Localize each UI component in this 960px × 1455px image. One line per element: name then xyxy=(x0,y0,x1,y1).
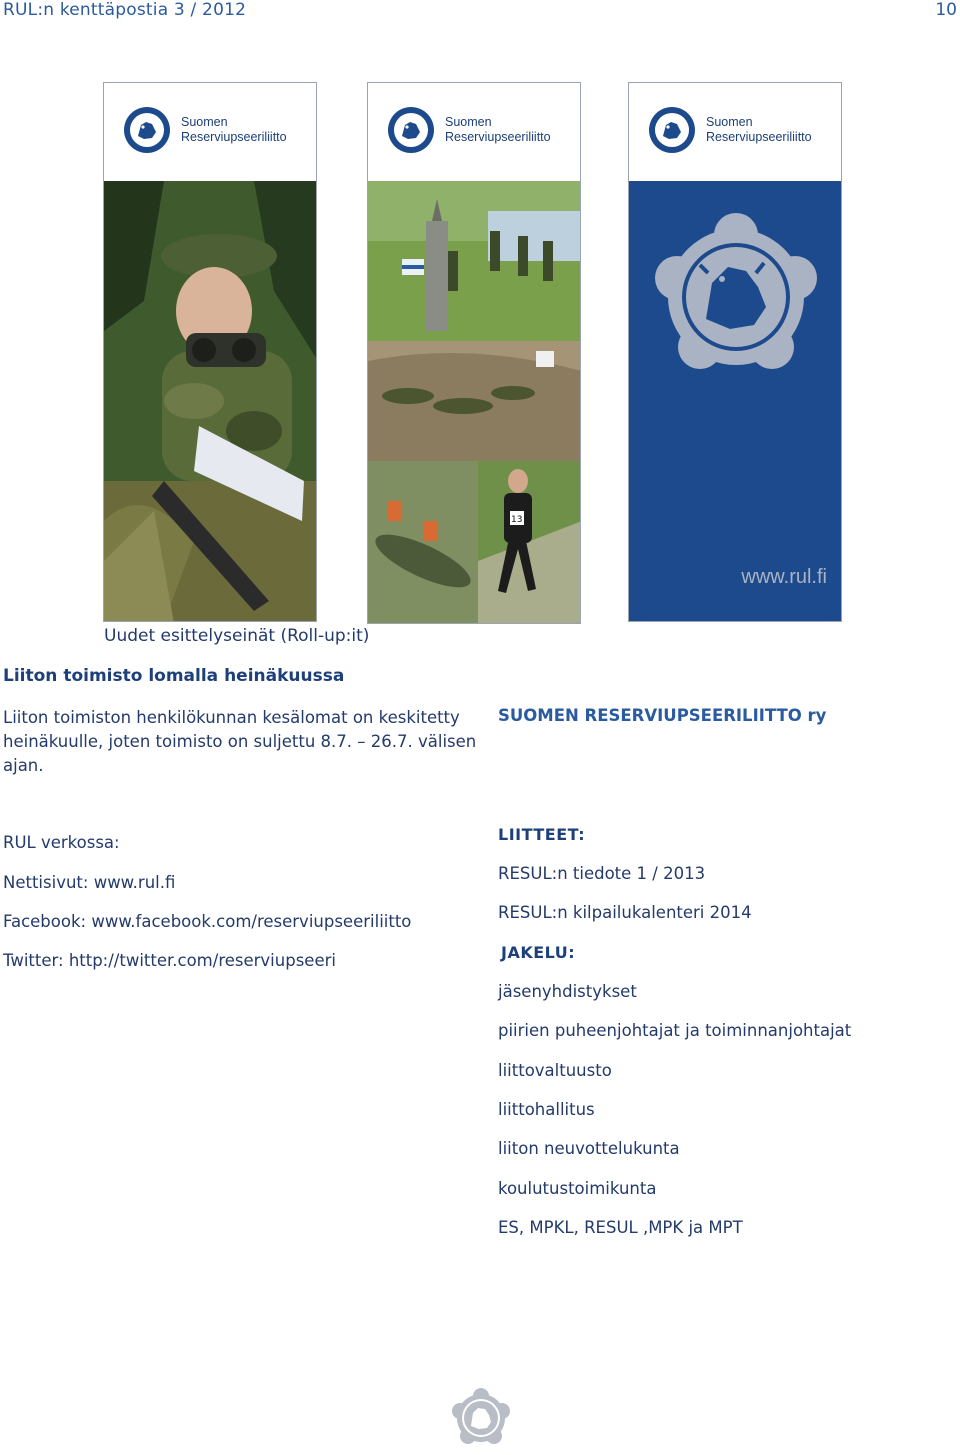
banner-logo xyxy=(629,83,841,181)
twitter-link[interactable]: Twitter: http://twitter.com/reserviupseeri xyxy=(3,951,336,970)
banner-org-name: Suomen Reserviupseeriliitto xyxy=(445,115,551,144)
rul-emblem-icon xyxy=(647,105,697,155)
distribution-item: liittovaltuusto xyxy=(498,1061,612,1080)
banner-org-name: Suomen Reserviupseeriliitto xyxy=(706,115,812,144)
rollup-banner-emblem xyxy=(628,82,842,622)
distribution-item: ES, MPKL, RESUL ,MPK ja MPT xyxy=(498,1218,743,1237)
distribution-item: liittohallitus xyxy=(498,1100,595,1119)
document-title: RUL:n kenttäpostia 3 / 2012 xyxy=(3,0,247,20)
large-emblem-panel xyxy=(629,181,842,622)
office-heading: Liiton toimisto lomalla heinäkuussa xyxy=(3,666,345,686)
web-heading: RUL verkossa: xyxy=(3,833,120,852)
office-paragraph: Liiton toimiston henkilökunnan kesälomat on keskitetty heinäkuulle, joten toimisto on suljettu 8.7. – 26.7. välisen ajan. xyxy=(3,708,477,775)
distribution-item: piirien puheenjohtajat ja toiminnanjohtajat xyxy=(498,1021,852,1040)
website-link[interactable]: Nettisivut: www.rul.fi xyxy=(3,873,176,892)
distribution-item: koulutustoimikunta xyxy=(498,1179,657,1198)
activities-photo-collage xyxy=(368,181,581,624)
organization-title: SUOMEN RESERVIUPSEERILIITTO ry xyxy=(498,706,827,725)
soldier-photo xyxy=(104,181,317,622)
rollup-banner-soldier xyxy=(103,82,317,622)
banner-url: www.rul.fi xyxy=(741,566,827,588)
banner-org-name: Suomen Reserviupseeriliitto xyxy=(181,115,287,144)
rollup-banner-activities xyxy=(367,82,581,624)
attachment-item: RESUL:n tiedote 1 / 2013 xyxy=(498,864,706,883)
banner-logo xyxy=(368,83,580,181)
bib-number: 13 xyxy=(511,515,523,525)
distribution-item: jäsenyhdistykset xyxy=(498,982,637,1001)
distribution-item: liiton neuvottelukunta xyxy=(498,1139,680,1158)
banner-logo xyxy=(104,83,316,181)
banner-caption: Uudet esittelyseinät (Roll-up:it) xyxy=(104,626,370,646)
rul-emblem-icon xyxy=(122,105,172,155)
attachment-item: RESUL:n kilpailukalenteri 2014 xyxy=(498,903,752,922)
rul-emblem-icon xyxy=(386,105,436,155)
footer-emblem-icon xyxy=(451,1388,511,1448)
attachments-heading: LIITTEET: xyxy=(498,825,586,844)
page-number: 10 xyxy=(935,0,957,20)
facebook-link[interactable]: Facebook: www.facebook.com/reserviupseeriliitto xyxy=(3,912,412,931)
distribution-heading: JAKELU: xyxy=(501,943,576,962)
